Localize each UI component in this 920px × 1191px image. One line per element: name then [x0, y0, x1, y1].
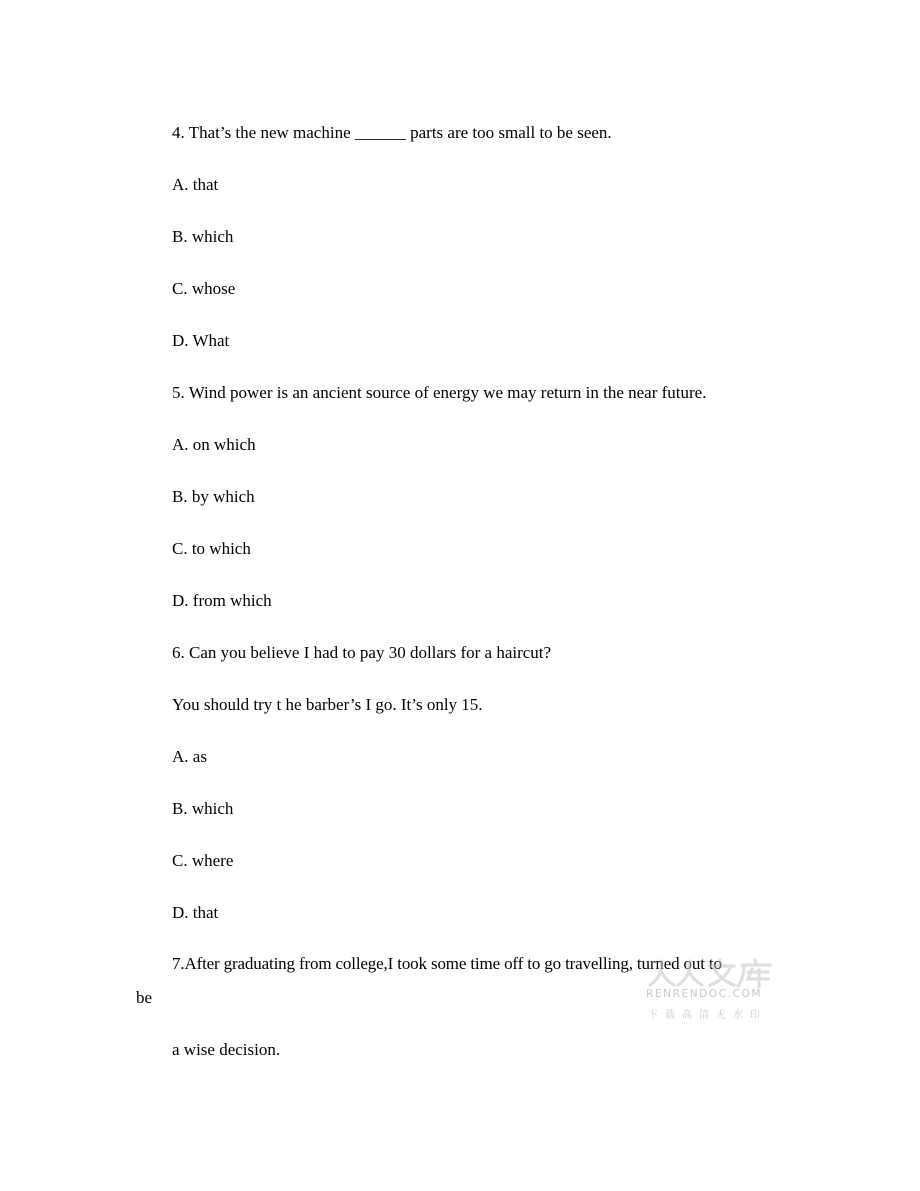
- question-5-option-a: A. on which: [172, 435, 256, 454]
- question-6-option-a: A. as: [172, 747, 207, 766]
- watermark-logo-icon: [648, 958, 772, 988]
- question-6-option-d: D. that: [172, 903, 219, 922]
- question-6-stem-line2: You should try t he barber’s I go. It’s only 15.: [172, 695, 483, 714]
- question-4-stem: 4. That’s the new machine ______ parts are too small to be seen.: [172, 123, 612, 142]
- question-5-option-b: B. by which: [172, 487, 255, 506]
- question-4-option-d: D. What: [172, 331, 230, 350]
- watermark-slogan: 下载高清无水印: [648, 1010, 767, 1021]
- question-4-option-a: A. that: [172, 175, 219, 194]
- question-6-option-b: B. which: [172, 799, 234, 818]
- question-6-option-c: C. where: [172, 851, 234, 870]
- question-7-stem: 7.After graduating from college,I took some time off to go travelling, turned out to: [172, 954, 722, 973]
- question-4-option-c: C. whose: [172, 279, 236, 298]
- watermark-site: RENRENDOC.COM: [646, 988, 763, 1000]
- question-5-option-d: D. from which: [172, 591, 272, 610]
- question-5-option-c: C. to which: [172, 539, 251, 558]
- question-4-option-b: B. which: [172, 227, 234, 246]
- question-6-stem: 6. Can you believe I had to pay 30 dollars for a haircut?: [172, 643, 552, 662]
- question-5-stem: 5. Wind power is an ancient source of energy we may return in the near future.: [172, 383, 707, 402]
- question-7-stem-line2: a wise decision.: [172, 1040, 281, 1059]
- watermark: [646, 958, 774, 1022]
- question-7-stem-wrap: be: [136, 988, 153, 1007]
